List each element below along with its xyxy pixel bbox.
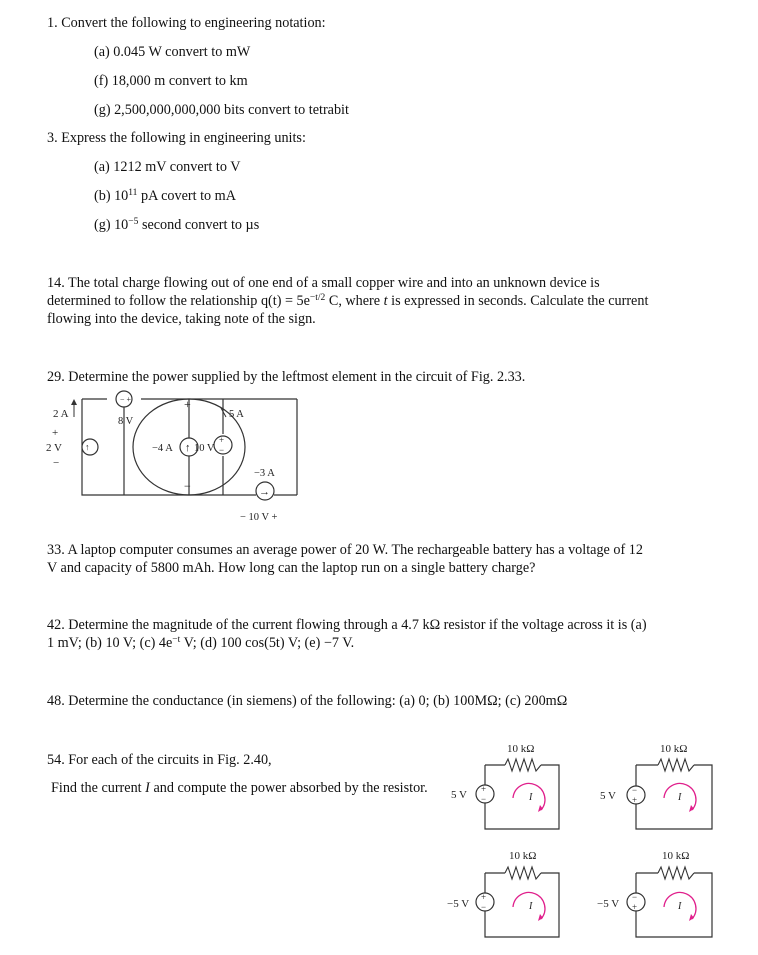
svg-text:+: + [481, 784, 487, 794]
fig-2-40-circuit-c [445, 840, 573, 940]
q3-title: 3. Express the following in engineering units: [47, 130, 306, 146]
fig-2-40-circuit-d [596, 840, 724, 940]
svg-text:+: + [632, 795, 638, 805]
q14-line2: determined to follow the relationship $q(t) = 5e^{-t/2}$ C, where t is expressed in seconds. Calculate the current [47, 293, 649, 309]
q48-text: 48. Determine the conductance (in siemens) of the following: (a) 0; (b) 100MΩ; (c) 200mΩ [47, 693, 568, 709]
q33-line1: 33. A laptop computer consumes an average power of 20 W. The rechargeable battery has a voltage of 12 [47, 542, 643, 558]
svg-text:+: + [219, 435, 225, 445]
label-2v: 2 V [46, 442, 62, 454]
svg-text:−: − [219, 445, 225, 455]
svg-text:↑: ↑ [185, 442, 191, 454]
svg-text:−: − [481, 902, 487, 912]
circuit-a-current-label: I [529, 792, 533, 803]
q1-item-f: (f) 18,000 m convert to km [94, 73, 248, 89]
svg-text:−: − [632, 785, 638, 795]
label-10v: 10 V [194, 443, 215, 454]
q29-text: 29. Determine the power supplied by the leftmost element in the circuit of Fig. 2.33. [47, 369, 526, 385]
fig-2-33-circuit [40, 386, 310, 526]
circuit-c-source-label: −5 V [447, 898, 470, 910]
circuit-d-resistor-label: 10 kΩ [662, 850, 690, 862]
circuit-c-resistor-label: 10 kΩ [509, 850, 537, 862]
fig-2-40-circuit-b [596, 738, 724, 834]
circuit-b-resistor-label: 10 kΩ [660, 743, 688, 755]
label-4a: −4 A [152, 443, 173, 454]
q54-line2: Find the current I and compute the power absorbed by the resistor. [51, 780, 428, 796]
label-bottom-10v: − 10 V + [240, 512, 278, 523]
q3-item-g: (g) $10^{-5}$ second convert to µs [94, 217, 260, 233]
q42-line1: 42. Determine the magnitude of the current flowing through a 4.7 kΩ resistor if the voltage across it is (a) [47, 617, 647, 633]
svg-text:−: − [481, 794, 487, 804]
circuit-b-current-label: I [678, 792, 682, 803]
label-plus: + [52, 427, 59, 439]
svg-text:+: + [632, 902, 638, 912]
q1-item-g: (g) 2,500,000,000,000 bits convert to tetrabit [94, 102, 349, 118]
circuit-c-current-label: I [529, 901, 533, 912]
q1-item-a: (a) 0.045 W convert to mW [94, 44, 251, 60]
svg-text:+: + [481, 892, 487, 902]
svg-text:→: → [259, 486, 270, 498]
svg-text:−: − [632, 892, 638, 902]
circuit-d-resistor-icon [658, 867, 694, 879]
q33-line2: V and capacity of 5800 mAh. How long can the laptop run on a single battery charge? [47, 560, 536, 576]
q3-item-a: (a) 1212 mV convert to V [94, 159, 241, 175]
svg-text:↑: ↑ [85, 442, 90, 452]
q3-item-b: (b) $10^{11}$ pA covert to mA [94, 188, 236, 204]
q54-line1: 54. For each of the circuits in Fig. 2.40, [47, 752, 272, 768]
svg-text:− +: − + [120, 395, 132, 404]
circuit-d-current-label: I [678, 901, 682, 912]
q14-line1: 14. The total charge flowing out of one end of a small copper wire and into an unknown device is [47, 275, 600, 291]
circuit-a-resistor-label: 10 kΩ [507, 743, 535, 755]
circuit-a-source-label: 5 V [451, 789, 467, 801]
fig-2-40-circuit-a [445, 738, 573, 834]
label-2a: 2 A [53, 408, 69, 420]
label-5a: 5 A [229, 409, 244, 420]
svg-text:+: + [184, 397, 191, 411]
circuit-b-resistor-icon [658, 759, 694, 771]
q14-line3: flowing into the device, taking note of the sign. [47, 311, 316, 327]
label-minus: − [53, 457, 60, 469]
circuit-d-source-label: −5 V [597, 898, 620, 910]
label-3a: −3 A [254, 468, 275, 479]
label-8v: 8 V [118, 416, 134, 427]
svg-text:−: − [184, 479, 191, 493]
circuit-c-resistor-icon [505, 867, 541, 879]
circuit-b-source-label: 5 V [600, 790, 616, 802]
circuit-a-resistor-icon [505, 759, 541, 771]
q1-title: 1. Convert the following to engineering notation: [47, 15, 326, 31]
q42-line2: 1 mV; (b) 10 V; (c) $4e^{-t}$ V; (d) 100 cos(5t) V; (e) −7 V. [47, 635, 355, 651]
